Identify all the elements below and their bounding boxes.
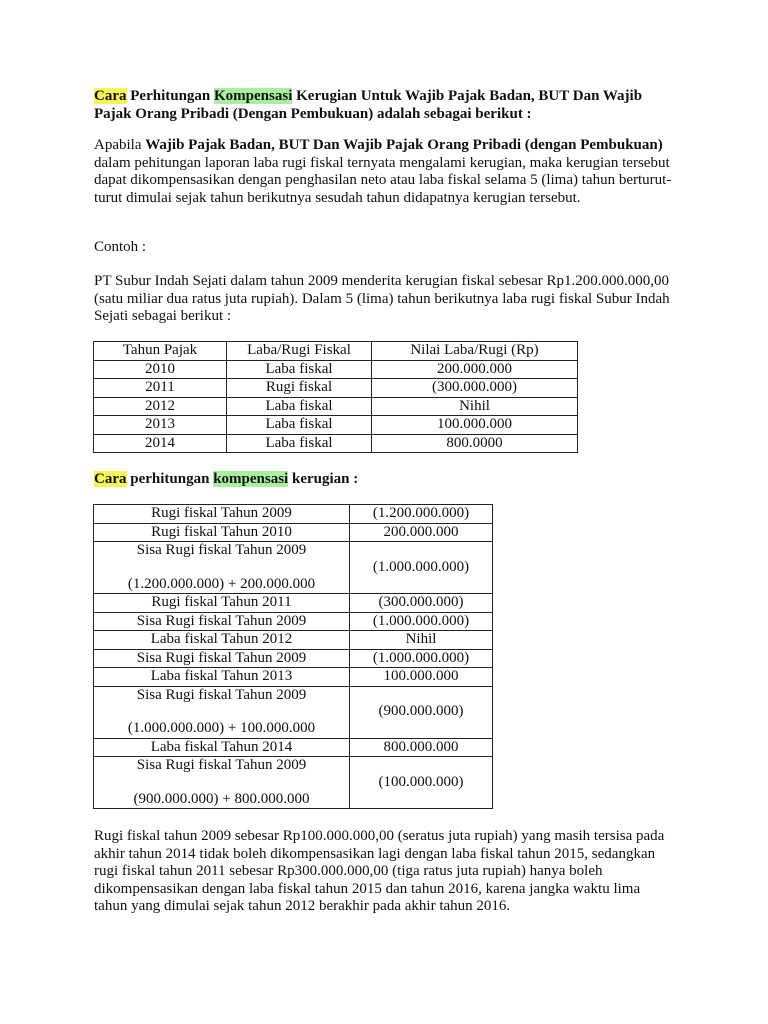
table-row: Sisa Rugi fiskal Tahun 2009 (1.200.000.000) + 200.000.000 (1.000.000.000) xyxy=(94,542,493,594)
table-row: Sisa Rugi fiskal Tahun 2009 (900.000.000) + 800.000.000 (100.000.000) xyxy=(94,757,493,809)
example-paragraph: PT Subur Indah Sejati dalam tahun 2009 menderita kerugian fiskal sebesar Rp1.200.000.000,00 (satu miliar dua ratus juta rupiah). Dalam 5 (lima) tahun berikutnya laba rugi fiskal Subur Indah Sejati sebagai berikut : xyxy=(94,273,670,324)
table-row: 2013 Laba fiskal 100.000.000 xyxy=(94,416,578,435)
table-row: 2010 Laba fiskal 200.000.000 xyxy=(94,360,578,379)
table-row: Sisa Rugi fiskal Tahun 2009 (1.000.000.000) xyxy=(94,612,493,631)
conclusion-paragraph: Rugi fiskal tahun 2009 sebesar Rp100.000.000,00 (seratus juta rupiah) yang masih tersisa pada akhir tahun 2014 tidak boleh dikompensasikan lagi dengan laba fiskal tahun 2015, sedangkan rugi fiskal tahun 2011 sebesar Rp300.000.000,00 (tiga ratus juta rupiah) hanya boleh dikompensasikan dengan laba fiskal tahun 2015 dan tahun 2016, karena jangka waktu lima tahun yang dimulai sejak tahun 2012 berakhir pada akhir tahun 2016. xyxy=(94,828,665,914)
page-heading: Cara Perhitungan Kompensasi Kerugian Untuk Wajib Pajak Badan, BUT Dan Wajib Pajak Orang Pribadi (Dengan Pembukuan) adalah sebagai berikut : xyxy=(94,88,643,122)
table-row: Laba fiskal Tahun 2012 Nihil xyxy=(94,631,493,650)
highlight-kompensasi: Kompensasi xyxy=(214,88,293,104)
table-row: Sisa Rugi fiskal Tahun 2009 (1.000.000.000) xyxy=(94,649,493,668)
highlight-kompensasi-2: kompensasi xyxy=(213,471,289,487)
table-row: Rugi fiskal Tahun 2010 200.000.000 xyxy=(94,523,493,542)
compensation-table xyxy=(93,504,493,809)
table-row: 2014 Laba fiskal 800.0000 xyxy=(94,434,578,453)
fiscal-results-table xyxy=(93,341,578,453)
table-row: Rugi fiskal Tahun 2011 (300.000.000) xyxy=(94,594,493,613)
col-header-nilai: Nilai Laba/Rugi (Rp) xyxy=(372,342,578,361)
table-row: 2012 Laba fiskal Nihil xyxy=(94,397,578,416)
subheading: Cara perhitungan kompensasi kerugian : xyxy=(94,471,359,487)
col-header-laba-rugi: Laba/Rugi Fiskal xyxy=(227,342,372,361)
contoh-label: Contoh : xyxy=(94,239,147,255)
col-header-tahun: Tahun Pajak xyxy=(94,342,227,361)
intro-bold: Wajib Pajak Badan, BUT Dan Wajib Pajak Orang Pribadi (dengan Pembukuan) xyxy=(145,137,663,153)
table-row: Rugi fiskal Tahun 2009 (1.200.000.000) xyxy=(94,505,493,524)
table-row: Laba fiskal Tahun 2014 800.000.000 xyxy=(94,738,493,757)
table-row: 2011 Rugi fiskal (300.000.000) xyxy=(94,379,578,398)
highlight-cara-2: Cara xyxy=(94,471,127,487)
table-header-row xyxy=(94,342,578,361)
highlight-cara: Cara xyxy=(94,88,127,104)
table-row: Sisa Rugi fiskal Tahun 2009 (1.000.000.000) + 100.000.000 (900.000.000) xyxy=(94,686,493,738)
table-row: Laba fiskal Tahun 2013 100.000.000 xyxy=(94,668,493,687)
intro-paragraph: Apabila Wajib Pajak Badan, BUT Dan Wajib Pajak Orang Pribadi (dengan Pembukuan) dalam pehitungan laporan laba rugi fiskal ternyata mengalami kerugian, maka kerugian tersebut dapat dikompensasikan dengan penghasilan neto atau laba fiskal selama 5 (lima) tahun berturut-turut dimulai sejak tahun berikutnya sesudah tahun didapatnya kerugian tersebut. xyxy=(94,137,672,206)
